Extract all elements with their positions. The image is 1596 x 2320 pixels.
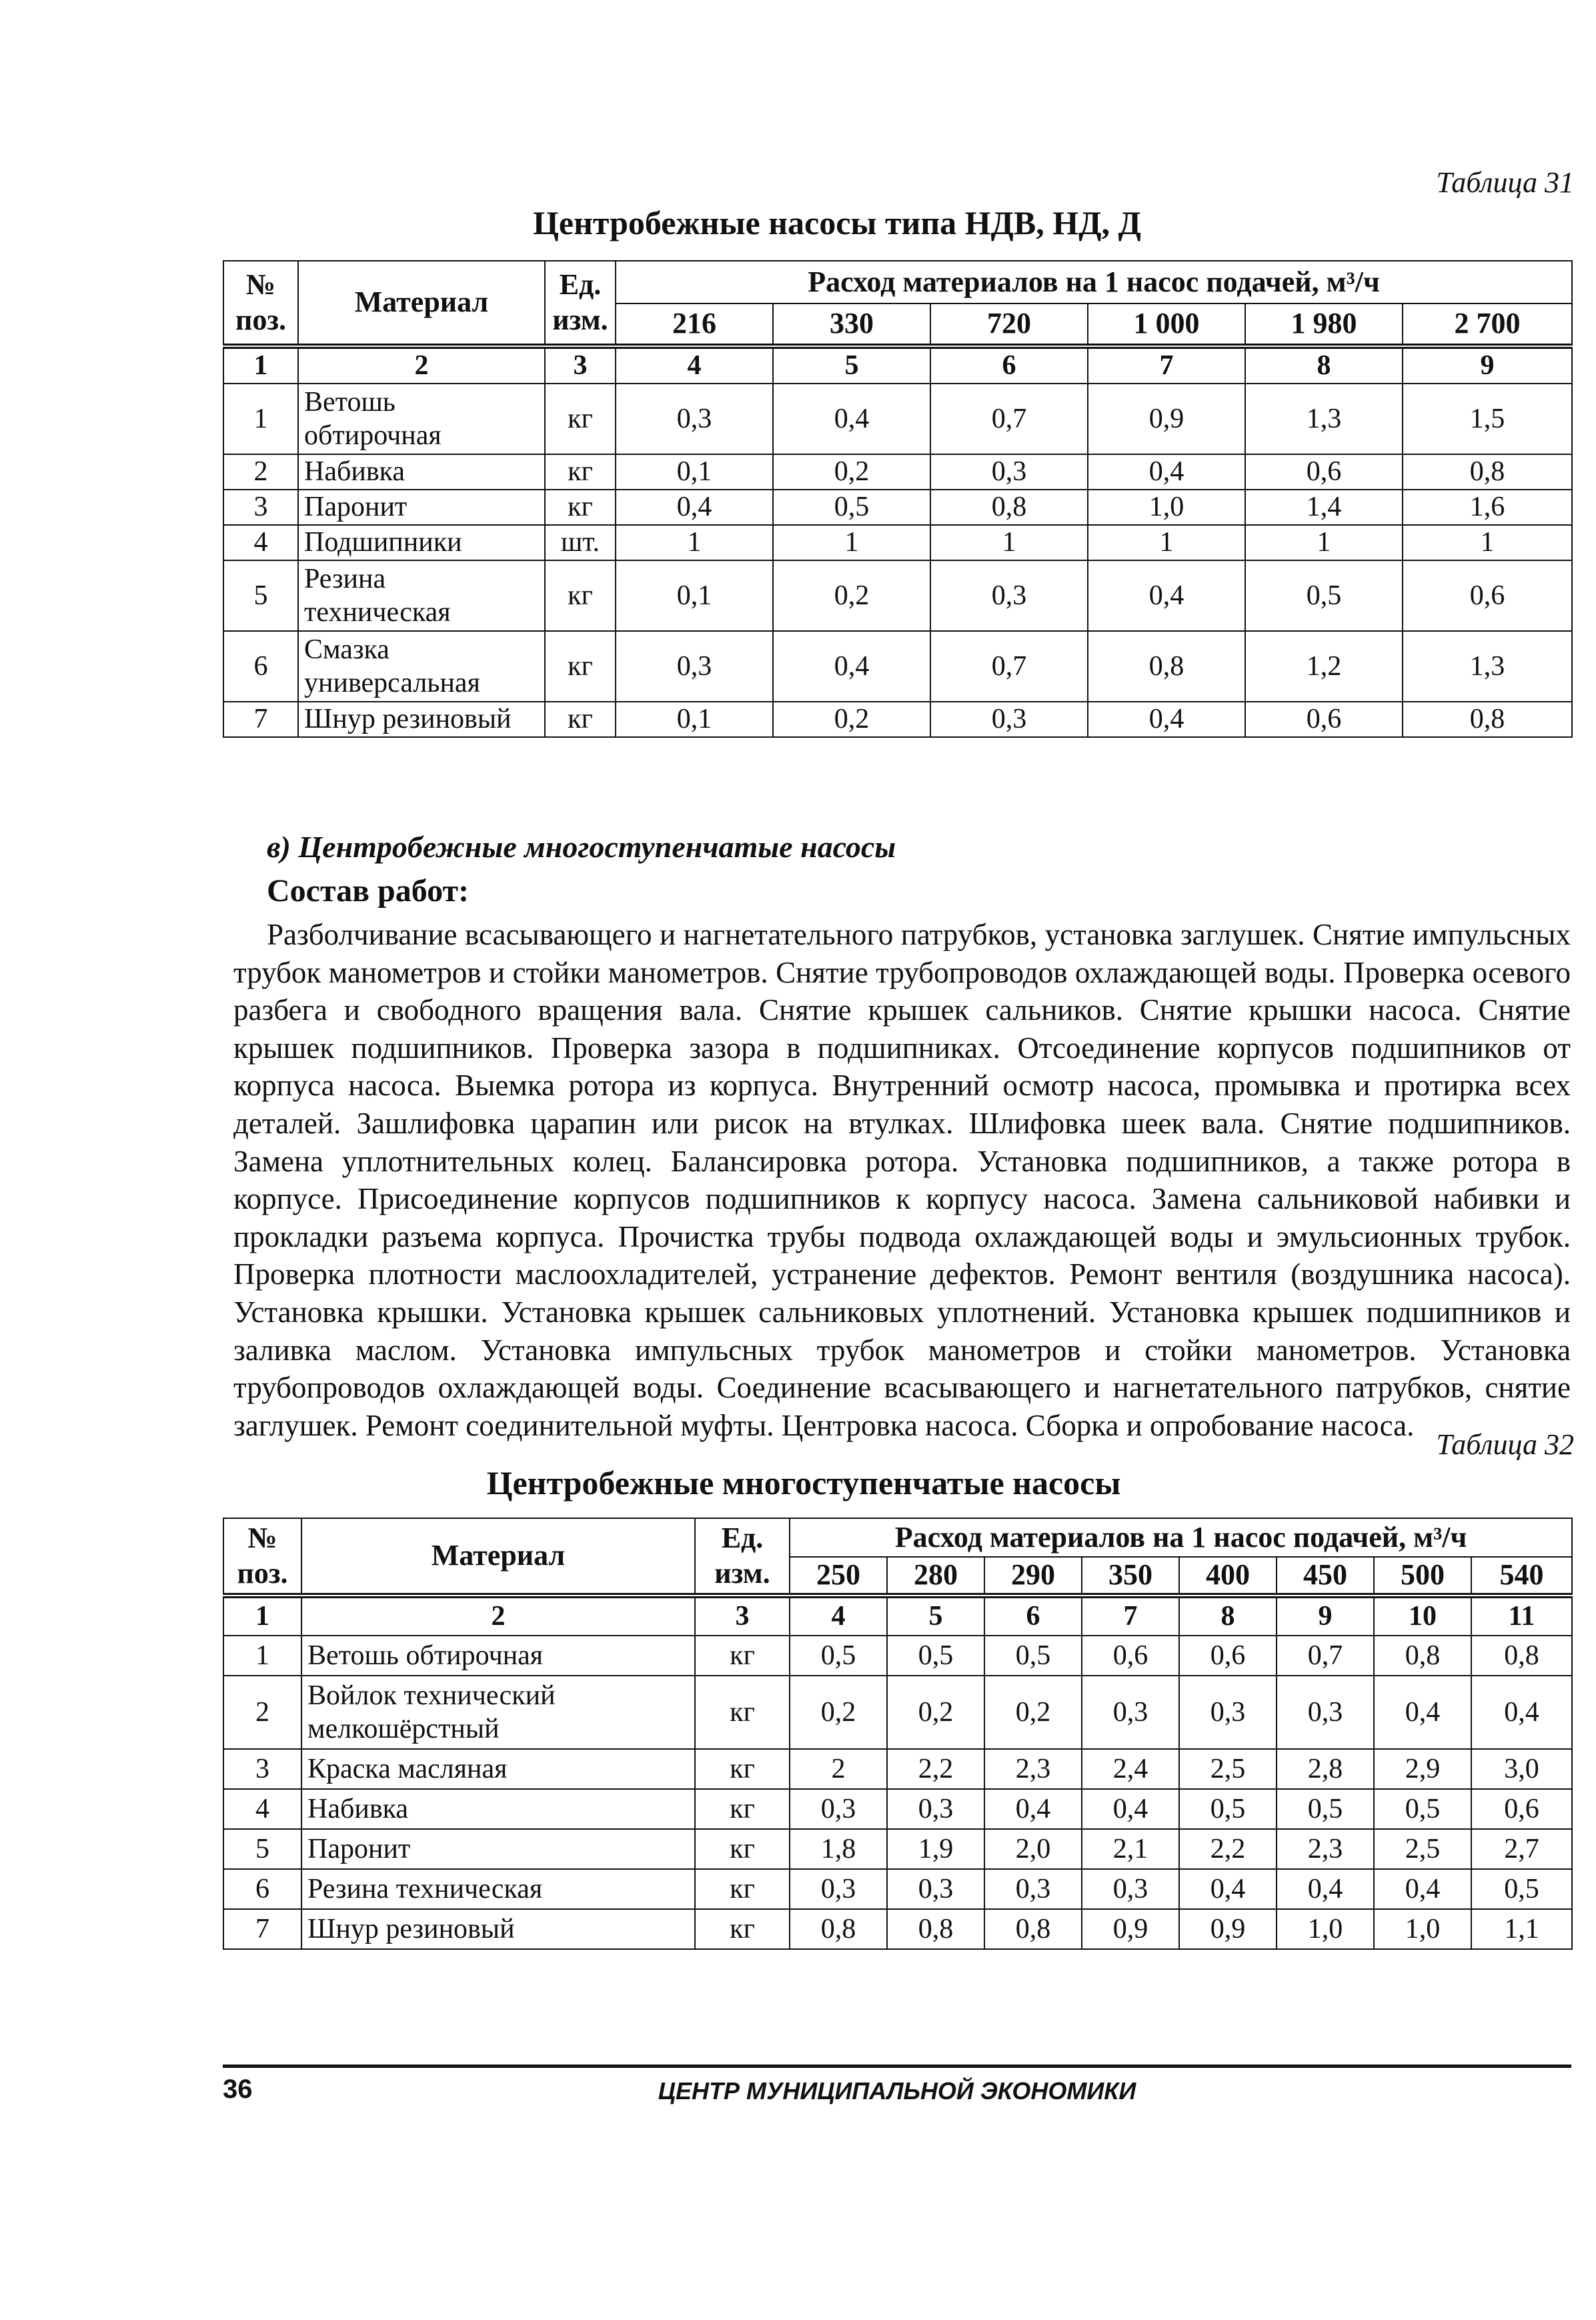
capacity-header: 280 — [887, 1557, 984, 1596]
row-value: 0,1 — [616, 454, 773, 490]
section-heading: в) Центробежные многоступенчатые насосы — [267, 830, 896, 864]
row-unit: кг — [695, 1869, 790, 1909]
row-value: 0,4 — [984, 1789, 1082, 1829]
row-value: 0,5 — [887, 1636, 984, 1676]
col-header-num: № поз. — [223, 1518, 301, 1596]
row-material: Набивка — [301, 1789, 695, 1829]
row-unit: шт. — [545, 525, 616, 560]
row-value: 0,8 — [790, 1909, 887, 1949]
row-unit: кг — [545, 384, 616, 454]
row-value: 1,8 — [790, 1829, 887, 1869]
col-header-material: Материал — [301, 1518, 695, 1596]
row-value: 0,3 — [1179, 1676, 1277, 1749]
table-31-caption: Таблица 31 — [1436, 166, 1574, 199]
row-value: 1,3 — [1245, 384, 1403, 454]
row-value: 0,3 — [616, 631, 773, 702]
table-row — [223, 1676, 1572, 1749]
column-number: 3 — [545, 346, 616, 384]
row-value: 1,6 — [1403, 490, 1572, 525]
row-value: 0,2 — [773, 560, 930, 631]
row-material: Войлок технический мелкошёрстный — [301, 1676, 695, 1749]
row-value: 1,4 — [1245, 490, 1403, 525]
col-header-material: Материал — [298, 261, 545, 346]
row-value: 0,1 — [616, 702, 773, 737]
row-value: 0,8 — [984, 1909, 1082, 1949]
row-value: 0,3 — [930, 560, 1088, 631]
row-value: 0,6 — [1403, 560, 1572, 631]
table-row — [223, 525, 1572, 560]
row-value: 1,9 — [887, 1829, 984, 1869]
row-value: 0,1 — [616, 560, 773, 631]
row-value: 0,8 — [887, 1909, 984, 1949]
row-value: 0,4 — [1277, 1869, 1374, 1909]
capacity-header: 720 — [930, 304, 1088, 346]
row-value: 0,3 — [887, 1869, 984, 1909]
row-value: 0,4 — [1088, 702, 1245, 737]
row-value: 0,4 — [616, 490, 773, 525]
row-value: 1,0 — [1088, 490, 1245, 525]
row-pos: 6 — [223, 631, 298, 702]
table-row — [223, 702, 1572, 737]
row-value: 1,1 — [1471, 1909, 1572, 1949]
row-value: 0,3 — [1082, 1869, 1179, 1909]
table-31-title: Центробежные насосы типа НДВ, НД, Д — [533, 204, 1141, 241]
row-pos: 2 — [223, 1676, 301, 1749]
row-value: 1 — [1088, 525, 1245, 560]
capacity-header: 350 — [1082, 1557, 1179, 1596]
row-material: Паронит — [301, 1829, 695, 1869]
row-value: 0,3 — [930, 454, 1088, 490]
row-pos: 1 — [223, 1636, 301, 1676]
capacity-header: 1 000 — [1088, 304, 1245, 346]
row-value: 0,4 — [1374, 1676, 1471, 1749]
table-31 — [223, 260, 1573, 738]
column-number: 9 — [1277, 1596, 1374, 1636]
row-value: 2,5 — [1179, 1749, 1277, 1789]
row-value: 0,3 — [1082, 1676, 1179, 1749]
row-value: 0,7 — [930, 631, 1088, 702]
column-number: 1 — [223, 346, 298, 384]
row-value: 0,4 — [773, 631, 930, 702]
row-value: 2,3 — [1277, 1829, 1374, 1869]
column-number: 7 — [1088, 346, 1245, 384]
table-row — [223, 1909, 1572, 1949]
row-value: 0,4 — [773, 384, 930, 454]
row-value: 0,2 — [887, 1676, 984, 1749]
row-value: 0,4 — [1374, 1869, 1471, 1909]
row-value: 3,0 — [1471, 1749, 1572, 1789]
row-value: 0,6 — [1179, 1636, 1277, 1676]
row-value: 0,2 — [773, 454, 930, 490]
row-value: 0,7 — [1277, 1636, 1374, 1676]
row-value: 0,3 — [616, 384, 773, 454]
row-unit: кг — [545, 560, 616, 631]
row-value: 2,8 — [1277, 1749, 1374, 1789]
table-row — [223, 454, 1572, 490]
row-value: 2,5 — [1374, 1829, 1471, 1869]
column-number-row — [223, 1596, 1572, 1636]
table-row — [223, 1829, 1572, 1869]
capacity-header: 290 — [984, 1557, 1082, 1596]
col-header-num: № поз. — [223, 261, 298, 346]
row-value: 0,3 — [1277, 1676, 1374, 1749]
table-row — [223, 384, 1572, 454]
row-unit: кг — [545, 702, 616, 737]
column-number: 5 — [773, 346, 930, 384]
row-value: 1 — [616, 525, 773, 560]
publisher-name: ЦЕНТР МУНИЦИПАЛЬНОЙ ЭКОНОМИКИ — [658, 2077, 1136, 2105]
row-value: 0,3 — [887, 1789, 984, 1829]
capacity-header: 2 700 — [1403, 304, 1572, 346]
row-unit: кг — [695, 1749, 790, 1789]
row-pos: 6 — [223, 1869, 301, 1909]
row-value: 1 — [773, 525, 930, 560]
column-number: 1 — [223, 1596, 301, 1636]
row-material: Резина техническая — [298, 560, 545, 631]
row-value: 0,3 — [930, 702, 1088, 737]
row-material: Набивка — [298, 454, 545, 490]
row-pos: 5 — [223, 560, 298, 631]
row-value: 0,6 — [1082, 1636, 1179, 1676]
row-value: 0,5 — [1471, 1869, 1572, 1909]
row-value: 0,9 — [1088, 384, 1245, 454]
table-32-caption: Таблица 32 — [1436, 1428, 1574, 1461]
footer-rule — [223, 2065, 1571, 2068]
row-value: 0,5 — [1374, 1789, 1471, 1829]
row-material: Резина техническая — [301, 1869, 695, 1909]
capacity-header: 540 — [1471, 1557, 1572, 1596]
row-value: 0,2 — [984, 1676, 1082, 1749]
row-value: 2,3 — [984, 1749, 1082, 1789]
col-header-unit: Ед. изм. — [695, 1518, 790, 1596]
row-material: Паронит — [298, 490, 545, 525]
row-material: Шнур резиновый — [298, 702, 545, 737]
col-header-consumption: Расход материалов на 1 насос подачей, м³/ч — [790, 1518, 1572, 1557]
table-32-title: Центробежные многоступенчатые насосы — [486, 1464, 1121, 1502]
column-number: 6 — [930, 346, 1088, 384]
row-value: 0,8 — [930, 490, 1088, 525]
col-header-unit: Ед. изм. — [545, 261, 616, 346]
row-value: 0,5 — [1277, 1789, 1374, 1829]
row-value: 2,0 — [984, 1829, 1082, 1869]
row-value: 2,7 — [1471, 1829, 1572, 1869]
col-header-consumption: Расход материалов на 1 насос подачей, м³/ч — [616, 261, 1572, 304]
row-value: 0,4 — [1088, 560, 1245, 631]
row-value: 1,2 — [1245, 631, 1403, 702]
row-pos: 5 — [223, 1829, 301, 1869]
row-unit: кг — [545, 631, 616, 702]
row-value: 1 — [930, 525, 1088, 560]
table-32 — [223, 1518, 1573, 1950]
row-value: 0,4 — [1471, 1676, 1572, 1749]
row-value: 2,2 — [1179, 1829, 1277, 1869]
row-material: Смазка универсальная — [298, 631, 545, 702]
row-value: 0,5 — [1179, 1789, 1277, 1829]
row-value: 0,7 — [930, 384, 1088, 454]
column-number-row — [223, 346, 1572, 384]
row-value: 0,5 — [1245, 560, 1403, 631]
column-number: 5 — [887, 1596, 984, 1636]
row-value: 0,8 — [1374, 1636, 1471, 1676]
row-value: 0,6 — [1245, 454, 1403, 490]
column-number: 7 — [1082, 1596, 1179, 1636]
row-pos: 3 — [223, 1749, 301, 1789]
capacity-header: 400 — [1179, 1557, 1277, 1596]
row-unit: кг — [695, 1636, 790, 1676]
row-material: Ветошь обтирочная — [298, 384, 545, 454]
capacity-header: 450 — [1277, 1557, 1374, 1596]
row-value: 1 — [1245, 525, 1403, 560]
composition-body: Разболчивание всасывающего и нагнетательного патрубков, установка заглушек. Снятие импульсных трубок манометров и стойки манометров. Снятие трубопроводов охлаждающей воды. Проверка осевого разбега и свободного вращения вала. Снятие крышек сальников. Снятие крышки насоса. Снятие крышек подшипников. Проверка зазора в подшипниках. Отсоединение корпусов подшипников от корпуса насоса. Выемка ротора из корпуса. Внутренний осмотр насоса, промывка и протирка всех деталей. Зашлифовка царапин или рисок на втулках. Шлифовка шеек вала. Снятие подшипников. Замена уплотнительных колец. Балансировка ротора. Установка подшипников, а также ротора в корпусе. Присоединение корпусов подшипников к корпусу насоса. Замена сальниковой набивки и прокладки разъема корпуса. Прочистка трубы подвода охлаждающей воды и эмульсионных трубок. Проверка плотности маслоохладителей, устранение дефектов. Ремонт вентиля (воздушника насоса). Установка крышки. Установка крышек сальниковых уплотнений. Установка крышек подшипников и заливка маслом. Установка импульсных трубок манометров и стойки манометров. Установка трубопроводов охлаждающей воды. Соединение всасывающего и нагнетательного патрубков, снятие заглушек. Ремонт соединительной муфты. Центровка насоса. Сборка и опробование насоса. — [233, 918, 1571, 1442]
row-material: Шнур резиновый — [301, 1909, 695, 1949]
row-value: 0,8 — [1471, 1636, 1572, 1676]
row-value: 2,2 — [887, 1749, 984, 1789]
table-row — [223, 560, 1572, 631]
row-pos: 4 — [223, 525, 298, 560]
column-number: 2 — [298, 346, 545, 384]
row-pos: 7 — [223, 1909, 301, 1949]
row-pos: 3 — [223, 490, 298, 525]
row-value: 0,6 — [1245, 702, 1403, 737]
row-value: 0,2 — [773, 702, 930, 737]
column-number: 10 — [1374, 1596, 1471, 1636]
table-row — [223, 631, 1572, 702]
row-value: 1,0 — [1277, 1909, 1374, 1949]
row-unit: кг — [545, 454, 616, 490]
column-number: 8 — [1245, 346, 1403, 384]
capacity-header: 500 — [1374, 1557, 1471, 1596]
table-row — [223, 1749, 1572, 1789]
capacity-header: 330 — [773, 304, 930, 346]
row-value: 0,9 — [1082, 1909, 1179, 1949]
row-value: 0,5 — [984, 1636, 1082, 1676]
row-value: 0,2 — [790, 1676, 887, 1749]
row-pos: 1 — [223, 384, 298, 454]
row-unit: кг — [695, 1789, 790, 1829]
capacity-header: 1 980 — [1245, 304, 1403, 346]
table-row — [223, 1636, 1572, 1676]
column-number: 4 — [790, 1596, 887, 1636]
row-value: 2,9 — [1374, 1749, 1471, 1789]
row-unit: кг — [545, 490, 616, 525]
table-row — [223, 490, 1572, 525]
row-value: 0,4 — [1082, 1789, 1179, 1829]
row-material: Подшипники — [298, 525, 545, 560]
table-row — [223, 1789, 1572, 1829]
row-value: 0,8 — [1088, 631, 1245, 702]
row-value: 2 — [790, 1749, 887, 1789]
capacity-header: 250 — [790, 1557, 887, 1596]
row-value: 0,8 — [1403, 454, 1572, 490]
row-unit: кг — [695, 1676, 790, 1749]
column-number: 11 — [1471, 1596, 1572, 1636]
row-value: 1,0 — [1374, 1909, 1471, 1949]
composition-label: Состав работ: — [267, 873, 470, 909]
row-value: 0,5 — [773, 490, 930, 525]
row-material: Ветошь обтирочная — [301, 1636, 695, 1676]
row-pos: 4 — [223, 1789, 301, 1829]
row-value: 2,1 — [1082, 1829, 1179, 1869]
row-value: 1 — [1403, 525, 1572, 560]
row-value: 2,4 — [1082, 1749, 1179, 1789]
row-value: 0,4 — [1088, 454, 1245, 490]
row-material: Краска масляная — [301, 1749, 695, 1789]
column-number: 2 — [301, 1596, 695, 1636]
row-pos: 7 — [223, 702, 298, 737]
row-value: 0,6 — [1471, 1789, 1572, 1829]
page-number: 36 — [223, 2075, 253, 2104]
row-pos: 2 — [223, 454, 298, 490]
column-number: 8 — [1179, 1596, 1277, 1636]
row-value: 0,8 — [1403, 702, 1572, 737]
row-unit: кг — [695, 1829, 790, 1869]
table-row — [223, 1869, 1572, 1909]
row-value: 1,5 — [1403, 384, 1572, 454]
column-number: 9 — [1403, 346, 1572, 384]
column-number: 4 — [616, 346, 773, 384]
row-value: 0,4 — [1179, 1869, 1277, 1909]
row-value: 0,5 — [790, 1636, 887, 1676]
column-number: 6 — [984, 1596, 1082, 1636]
capacity-header: 216 — [616, 304, 773, 346]
row-value: 0,9 — [1179, 1909, 1277, 1949]
row-value: 1,3 — [1403, 631, 1572, 702]
column-number: 3 — [695, 1596, 790, 1636]
row-value: 0,3 — [790, 1789, 887, 1829]
row-value: 0,3 — [984, 1869, 1082, 1909]
row-value: 0,3 — [790, 1869, 887, 1909]
row-unit: кг — [695, 1909, 790, 1949]
